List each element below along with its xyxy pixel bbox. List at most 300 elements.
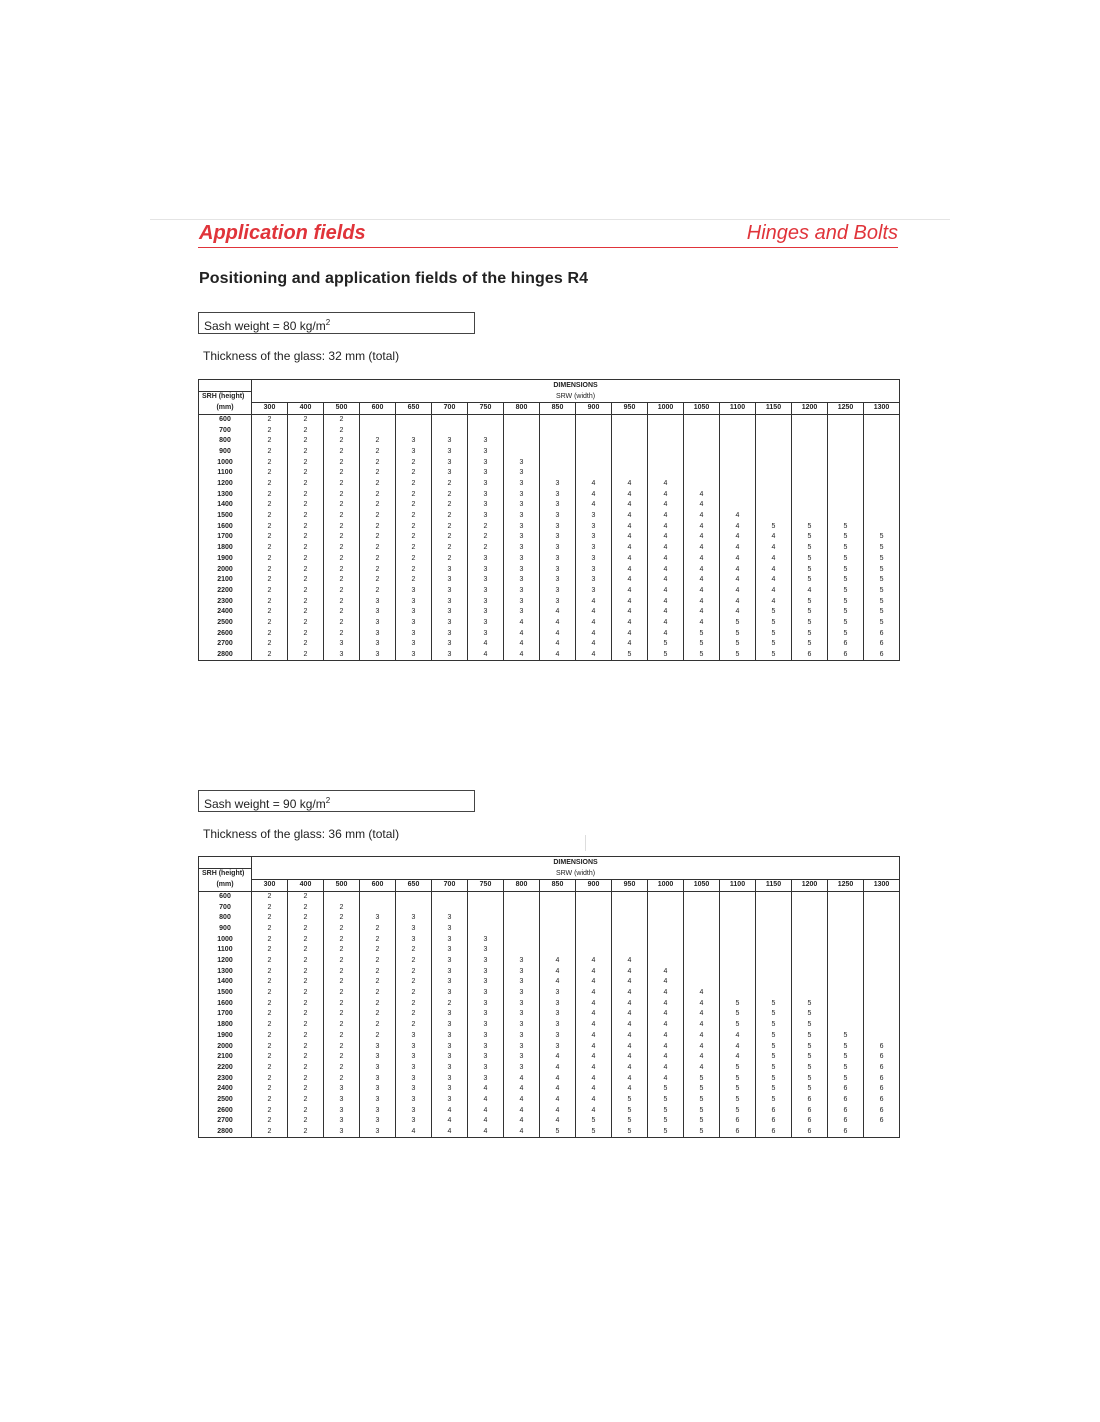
- hinge-count-cell: 5: [720, 628, 756, 639]
- row-header: 2500: [199, 618, 252, 629]
- hinge-count-cell: 2: [432, 543, 468, 554]
- hinge-count-cell: 2: [468, 521, 504, 532]
- hinge-count-cell: [828, 945, 864, 956]
- hinge-count-cell: 6: [864, 1073, 900, 1084]
- row-header: 1200: [199, 956, 252, 967]
- hinge-count-cell: 4: [684, 532, 720, 543]
- hinge-count-cell: 3: [432, 1031, 468, 1042]
- hinge-count-cell: 4: [468, 1084, 504, 1095]
- hinge-count-cell: 2: [396, 966, 432, 977]
- hinge-count-cell: 3: [468, 489, 504, 500]
- hinge-count-cell: [648, 436, 684, 447]
- hinge-count-cell: [504, 436, 540, 447]
- hinge-count-cell: 4: [720, 1041, 756, 1052]
- hinge-count-cell: [792, 988, 828, 999]
- hinge-count-cell: 2: [360, 966, 396, 977]
- row-header: 600: [199, 414, 252, 425]
- column-header: 750: [468, 402, 504, 414]
- hinge-count-cell: 2: [360, 977, 396, 988]
- hinge-count-cell: 2: [360, 447, 396, 458]
- table-row: [199, 966, 900, 977]
- hinge-count-cell: 2: [324, 511, 360, 522]
- row-header: 2100: [199, 575, 252, 586]
- hinge-count-cell: 3: [468, 1041, 504, 1052]
- hinge-count-cell: 4: [504, 1127, 540, 1138]
- hinge-count-cell: 2: [288, 1031, 324, 1042]
- hinge-count-cell: 5: [756, 1041, 792, 1052]
- row-header: 1700: [199, 1009, 252, 1020]
- table-row: [199, 1105, 900, 1116]
- hinge-count-cell: 2: [324, 998, 360, 1009]
- hinge-count-cell: [792, 902, 828, 913]
- hinge-count-cell: 5: [792, 618, 828, 629]
- hinge-count-cell: 2: [252, 956, 288, 967]
- hinge-count-cell: 3: [396, 596, 432, 607]
- hinge-count-cell: [684, 966, 720, 977]
- hinge-count-cell: 3: [540, 521, 576, 532]
- hinge-count-cell: 5: [720, 1063, 756, 1074]
- hinge-count-cell: 4: [504, 639, 540, 650]
- row-header: 2700: [199, 1116, 252, 1127]
- hinge-count-cell: 4: [648, 554, 684, 565]
- hinge-count-cell: 3: [360, 1127, 396, 1138]
- hinge-count-cell: 4: [612, 988, 648, 999]
- hinge-count-cell: 2: [360, 1031, 396, 1042]
- table-row: [199, 543, 900, 554]
- hinge-count-cell: 5: [648, 639, 684, 650]
- table-row: [199, 489, 900, 500]
- hinge-count-cell: [828, 966, 864, 977]
- hinge-count-cell: [360, 902, 396, 913]
- hinge-count-cell: 3: [468, 1063, 504, 1074]
- hinge-count-cell: 4: [432, 1105, 468, 1116]
- hinge-count-cell: [720, 468, 756, 479]
- hinge-count-cell: 6: [864, 628, 900, 639]
- hinge-count-cell: [540, 436, 576, 447]
- hinge-count-cell: 4: [540, 618, 576, 629]
- table-row: [199, 902, 900, 913]
- sash-weight-exponent-2: 2: [325, 796, 331, 805]
- hinge-count-cell: 4: [576, 1041, 612, 1052]
- hinge-count-cell: 4: [576, 607, 612, 618]
- hinge-count-cell: 4: [684, 554, 720, 565]
- hinge-count-cell: 2: [252, 998, 288, 1009]
- hinge-count-cell: 2: [324, 564, 360, 575]
- hinge-count-cell: 3: [468, 956, 504, 967]
- hinge-count-cell: 2: [252, 1116, 288, 1127]
- chapter-title: Hinges and Bolts: [746, 222, 898, 244]
- hinge-count-cell: 5: [864, 607, 900, 618]
- hinge-count-cell: [756, 479, 792, 490]
- row-header: 2000: [199, 1041, 252, 1052]
- hinge-count-cell: 4: [720, 586, 756, 597]
- hinge-count-cell: 4: [648, 532, 684, 543]
- hinge-count-cell: [720, 977, 756, 988]
- hinge-count-cell: 4: [684, 998, 720, 1009]
- hinge-count-cell: [756, 414, 792, 425]
- hinge-count-cell: [720, 902, 756, 913]
- hinge-count-cell: 3: [432, 628, 468, 639]
- hinge-count-cell: 6: [828, 1095, 864, 1106]
- hinge-count-cell: [864, 966, 900, 977]
- hinge-count-cell: 5: [792, 543, 828, 554]
- hinge-count-cell: 4: [684, 618, 720, 629]
- hinge-count-cell: [720, 425, 756, 436]
- hinge-count-cell: 5: [792, 575, 828, 586]
- hinge-count-cell: 3: [432, 934, 468, 945]
- hinge-count-cell: 6: [828, 1127, 864, 1138]
- column-header: 500: [324, 879, 360, 891]
- hinge-count-cell: 3: [468, 998, 504, 1009]
- hinge-count-cell: 3: [540, 532, 576, 543]
- hinge-count-cell: 3: [396, 639, 432, 650]
- hinge-count-cell: 5: [756, 1020, 792, 1031]
- hinge-count-cell: [720, 956, 756, 967]
- hinge-count-cell: 4: [720, 1052, 756, 1063]
- hinge-count-cell: 2: [288, 468, 324, 479]
- hinge-count-cell: 3: [504, 956, 540, 967]
- hinge-count-cell: 2: [288, 913, 324, 924]
- hinge-count-cell: 6: [792, 1116, 828, 1127]
- srw-label: SRW (width): [252, 868, 900, 879]
- hinge-count-cell: [684, 425, 720, 436]
- hinge-count-cell: [576, 924, 612, 935]
- hinge-count-cell: 4: [684, 575, 720, 586]
- hinge-count-cell: 2: [252, 924, 288, 935]
- hinge-count-cell: 2: [288, 934, 324, 945]
- hinge-count-cell: [792, 479, 828, 490]
- hinge-count-cell: 2: [468, 532, 504, 543]
- hinge-count-cell: 5: [792, 554, 828, 565]
- hinge-count-cell: [720, 966, 756, 977]
- hinge-count-cell: 3: [540, 479, 576, 490]
- hinge-count-cell: 6: [828, 639, 864, 650]
- hinge-count-cell: 5: [792, 521, 828, 532]
- hinge-count-cell: 3: [540, 543, 576, 554]
- hinge-count-cell: 3: [504, 1009, 540, 1020]
- table-row: [199, 554, 900, 565]
- hinge-count-cell: 4: [468, 639, 504, 650]
- hinge-count-cell: 2: [288, 639, 324, 650]
- hinge-count-cell: 4: [684, 586, 720, 597]
- hinge-count-cell: 4: [684, 564, 720, 575]
- hinge-count-cell: 2: [288, 554, 324, 565]
- table-row: [199, 639, 900, 650]
- glass-thickness-1: Thickness of the glass: 32 mm (total): [203, 349, 400, 363]
- hinge-count-cell: [504, 945, 540, 956]
- top-divider: [150, 219, 950, 220]
- hinge-count-cell: 2: [324, 934, 360, 945]
- hinge-count-cell: [360, 414, 396, 425]
- hinge-count-cell: [756, 988, 792, 999]
- hinge-count-cell: 5: [792, 1031, 828, 1042]
- hinge-count-cell: [540, 924, 576, 935]
- hinge-count-cell: 3: [468, 564, 504, 575]
- hinge-count-cell: [612, 902, 648, 913]
- hinge-count-cell: 2: [252, 934, 288, 945]
- table-row: [199, 618, 900, 629]
- row-header: 900: [199, 924, 252, 935]
- text-cursor-mark: [585, 835, 586, 851]
- hinge-count-cell: [864, 1020, 900, 1031]
- hinge-count-cell: 5: [756, 1084, 792, 1095]
- hinge-count-cell: [864, 945, 900, 956]
- hinge-count-cell: [504, 414, 540, 425]
- column-header: 1300: [864, 879, 900, 891]
- hinge-count-cell: 2: [288, 1084, 324, 1095]
- hinge-count-cell: [648, 447, 684, 458]
- hinge-count-cell: 5: [828, 564, 864, 575]
- hinge-count-cell: [756, 500, 792, 511]
- hinge-count-cell: 3: [360, 628, 396, 639]
- hinge-count-cell: 3: [468, 436, 504, 447]
- hinge-count-cell: 4: [612, 596, 648, 607]
- hinge-count-cell: 2: [432, 489, 468, 500]
- hinge-count-cell: 2: [252, 1041, 288, 1052]
- hinge-count-cell: 4: [576, 479, 612, 490]
- hinge-count-cell: 2: [252, 1020, 288, 1031]
- hinge-count-cell: [828, 902, 864, 913]
- hinge-count-cell: 5: [720, 1084, 756, 1095]
- hinge-count-cell: 3: [468, 479, 504, 490]
- hinge-count-cell: 3: [504, 998, 540, 1009]
- hinge-count-cell: 4: [612, 639, 648, 650]
- hinge-count-cell: 4: [684, 596, 720, 607]
- sash-weight-exponent-1: 2: [325, 318, 331, 327]
- hinge-count-cell: 4: [468, 1105, 504, 1116]
- hinge-count-cell: [720, 988, 756, 999]
- hinge-count-cell: 3: [576, 521, 612, 532]
- hinge-count-cell: 2: [324, 489, 360, 500]
- hinge-count-cell: 2: [252, 618, 288, 629]
- hinge-count-cell: [540, 902, 576, 913]
- row-header: 2200: [199, 1063, 252, 1074]
- row-header: 2600: [199, 628, 252, 639]
- row-header: 700: [199, 902, 252, 913]
- hinge-count-cell: [612, 425, 648, 436]
- hinge-count-cell: 4: [612, 554, 648, 565]
- hinge-count-cell: [828, 988, 864, 999]
- hinge-count-cell: [864, 1031, 900, 1042]
- hinge-count-cell: 5: [648, 650, 684, 661]
- sash-weight-label-1: Sash weight = 80 kg/m: [204, 319, 326, 333]
- hinge-count-cell: 2: [288, 596, 324, 607]
- hinge-count-cell: 2: [324, 596, 360, 607]
- column-header: 400: [288, 402, 324, 414]
- row-header: 1500: [199, 988, 252, 999]
- hinge-count-cell: 4: [576, 1052, 612, 1063]
- hinge-count-cell: 2: [252, 500, 288, 511]
- hinge-count-cell: 2: [252, 532, 288, 543]
- hinge-count-cell: [792, 425, 828, 436]
- hinge-count-cell: 5: [828, 607, 864, 618]
- hinge-count-cell: [792, 489, 828, 500]
- hinge-count-cell: 2: [324, 543, 360, 554]
- hinge-count-cell: [504, 913, 540, 924]
- column-header: 1100: [720, 402, 756, 414]
- hinge-count-cell: [756, 902, 792, 913]
- column-header: 1250: [828, 879, 864, 891]
- hinge-count-cell: [792, 468, 828, 479]
- hinge-count-cell: 2: [324, 436, 360, 447]
- hinge-count-cell: [360, 891, 396, 902]
- hinge-count-cell: 3: [432, 956, 468, 967]
- hinge-count-cell: [540, 913, 576, 924]
- hinge-count-cell: 2: [252, 586, 288, 597]
- row-header: 1800: [199, 1020, 252, 1031]
- hinge-count-cell: 2: [252, 468, 288, 479]
- hinge-count-cell: 2: [396, 956, 432, 967]
- hinge-count-cell: [540, 414, 576, 425]
- hinge-count-cell: 6: [792, 1105, 828, 1116]
- table-row: [199, 511, 900, 522]
- hinge-count-cell: [576, 457, 612, 468]
- hinge-count-cell: [648, 902, 684, 913]
- hinge-count-cell: 4: [576, 1105, 612, 1116]
- header-rule: [198, 247, 898, 248]
- hinge-count-cell: 3: [504, 479, 540, 490]
- hinge-count-cell: 5: [684, 1127, 720, 1138]
- hinge-count-cell: 4: [648, 977, 684, 988]
- hinge-count-cell: 4: [720, 1031, 756, 1042]
- table-row: [199, 1031, 900, 1042]
- hinge-count-cell: 2: [252, 902, 288, 913]
- table-row: [199, 924, 900, 935]
- hinge-count-cell: 2: [324, 628, 360, 639]
- hinge-count-cell: 3: [360, 650, 396, 661]
- hinge-count-cell: 5: [792, 1084, 828, 1095]
- hinge-count-cell: 4: [648, 618, 684, 629]
- hinge-count-cell: 3: [396, 1073, 432, 1084]
- hinge-count-cell: [720, 479, 756, 490]
- row-header: 600: [199, 891, 252, 902]
- hinge-count-cell: [684, 977, 720, 988]
- hinge-count-cell: 3: [360, 1105, 396, 1116]
- hinge-count-cell: [828, 924, 864, 935]
- hinge-count-cell: 2: [360, 1009, 396, 1020]
- hinge-count-cell: 6: [864, 1084, 900, 1095]
- hinge-count-cell: [360, 425, 396, 436]
- hinge-count-cell: 2: [252, 1009, 288, 1020]
- hinge-count-cell: [828, 414, 864, 425]
- table-row: [199, 988, 900, 999]
- column-header: 650: [396, 402, 432, 414]
- column-header: 700: [432, 402, 468, 414]
- hinge-count-cell: 4: [504, 1116, 540, 1127]
- hinge-count-cell: [576, 891, 612, 902]
- hinge-count-cell: 5: [576, 1116, 612, 1127]
- hinge-count-cell: 5: [684, 1095, 720, 1106]
- hinge-count-cell: 2: [324, 956, 360, 967]
- hinge-count-cell: [864, 998, 900, 1009]
- hinge-count-cell: 4: [612, 575, 648, 586]
- hinge-count-cell: 2: [324, 575, 360, 586]
- table-row: [199, 575, 900, 586]
- hinge-count-cell: 4: [684, 511, 720, 522]
- hinge-count-cell: 3: [324, 650, 360, 661]
- hinge-count-cell: 2: [396, 511, 432, 522]
- hinge-count-cell: 3: [396, 1031, 432, 1042]
- page-title: Positioning and application fields of the hinges R4: [199, 270, 589, 287]
- hinge-count-cell: [468, 902, 504, 913]
- table-row: [199, 425, 900, 436]
- row-header: 1700: [199, 532, 252, 543]
- hinge-count-cell: 4: [684, 543, 720, 554]
- row-header: 1100: [199, 945, 252, 956]
- hinge-count-cell: 2: [360, 543, 396, 554]
- row-header: 2600: [199, 1105, 252, 1116]
- hinge-count-cell: 4: [720, 554, 756, 565]
- hinge-count-cell: 2: [360, 532, 396, 543]
- hinge-count-cell: 2: [252, 489, 288, 500]
- hinge-count-cell: 2: [288, 489, 324, 500]
- hinge-count-cell: 2: [324, 607, 360, 618]
- hinge-count-cell: 3: [432, 564, 468, 575]
- hinge-count-cell: 3: [432, 977, 468, 988]
- table-row: [199, 628, 900, 639]
- hinge-count-cell: 3: [396, 628, 432, 639]
- hinge-count-cell: 5: [864, 532, 900, 543]
- hinge-count-cell: [792, 977, 828, 988]
- hinge-count-cell: 2: [324, 532, 360, 543]
- hinge-count-cell: 3: [432, 1095, 468, 1106]
- table-row: [199, 1020, 900, 1031]
- hinge-count-cell: 6: [864, 1052, 900, 1063]
- hinge-count-cell: 4: [612, 618, 648, 629]
- hinge-count-cell: 5: [828, 596, 864, 607]
- hinge-count-cell: [396, 902, 432, 913]
- hinge-count-cell: 3: [396, 1052, 432, 1063]
- hinge-count-cell: 3: [396, 913, 432, 924]
- hinge-count-cell: 3: [504, 988, 540, 999]
- hinge-count-cell: 3: [468, 554, 504, 565]
- hinge-count-cell: 5: [720, 1105, 756, 1116]
- row-header: 1100: [199, 468, 252, 479]
- hinge-count-cell: 3: [468, 1020, 504, 1031]
- hinge-count-cell: 4: [432, 1127, 468, 1138]
- hinge-count-cell: 5: [756, 521, 792, 532]
- hinge-count-cell: 4: [648, 511, 684, 522]
- table-row: [199, 945, 900, 956]
- hinge-count-cell: 2: [288, 1041, 324, 1052]
- hinge-count-cell: 2: [324, 500, 360, 511]
- hinge-count-cell: 3: [540, 998, 576, 1009]
- hinge-count-cell: 5: [612, 1116, 648, 1127]
- hinge-count-cell: 6: [828, 1105, 864, 1116]
- hinge-count-cell: 5: [864, 554, 900, 565]
- hinge-count-cell: [612, 457, 648, 468]
- hinge-count-cell: 3: [468, 500, 504, 511]
- hinge-count-cell: 2: [288, 543, 324, 554]
- hinge-count-cell: [720, 447, 756, 458]
- hinge-count-cell: 3: [504, 1041, 540, 1052]
- column-header: 900: [576, 879, 612, 891]
- hinge-count-cell: [540, 425, 576, 436]
- hinge-count-cell: [756, 489, 792, 500]
- row-header: 2400: [199, 607, 252, 618]
- hinge-count-cell: 2: [432, 998, 468, 1009]
- hinge-count-cell: 2: [252, 564, 288, 575]
- hinge-count-cell: 4: [756, 596, 792, 607]
- hinge-count-cell: 2: [324, 913, 360, 924]
- hinge-count-cell: 4: [648, 500, 684, 511]
- hinge-count-cell: 2: [324, 966, 360, 977]
- hinge-count-cell: [612, 447, 648, 458]
- hinge-count-cell: 4: [504, 618, 540, 629]
- hinge-count-cell: 5: [828, 586, 864, 597]
- hinge-count-cell: 4: [504, 1084, 540, 1095]
- hinge-count-cell: [828, 489, 864, 500]
